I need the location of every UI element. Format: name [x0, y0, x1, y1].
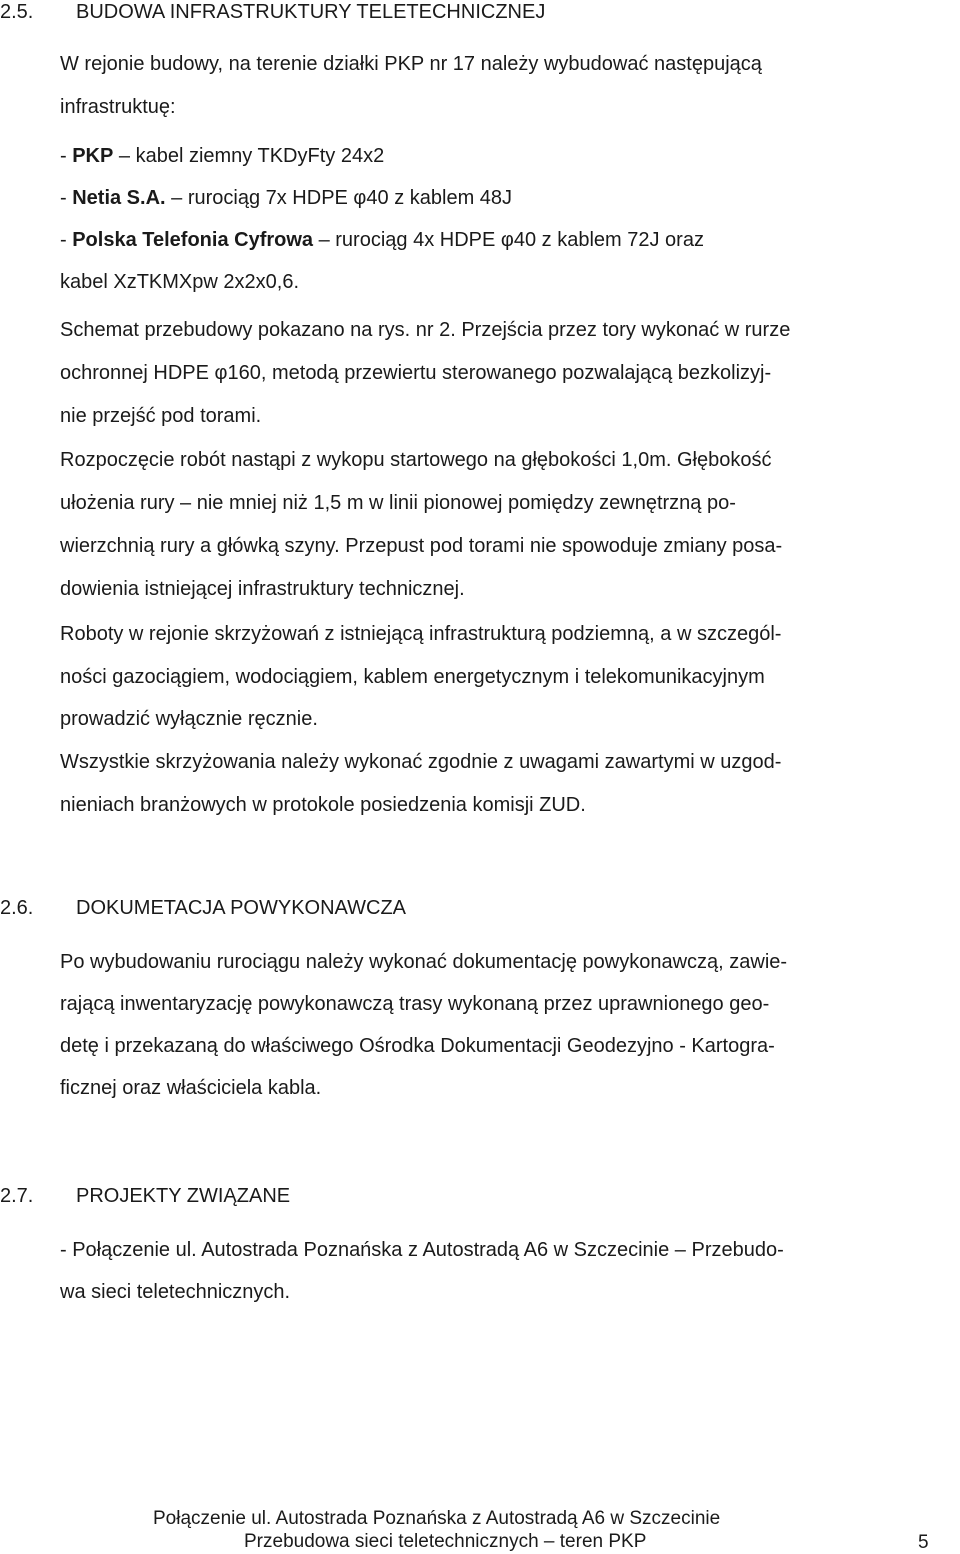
footer-line-2: Przebudowa sieci teletechnicznych – teren PKP [244, 1531, 647, 1552]
paragraph-line: detę i przekazaną do właściwego Ośrodka Dokumentacji Geodezyjno - Kartogra- [60, 1035, 775, 1057]
list-item-owner: Netia S.A. [72, 187, 166, 209]
section-number: 2.6. [0, 897, 34, 919]
paragraph-line: Roboty w rejonie skrzyżowań z istniejącą infrastrukturą podziemną, a w szczegól- [60, 623, 782, 645]
paragraph-line: ności gazociągiem, wodociągiem, kablem energetycznym i telekomunikacyjnym [60, 666, 765, 688]
list-item-owner: Polska Telefonia Cyfrowa [72, 229, 314, 251]
list-item-netia [60, 186, 512, 210]
paragraph-line: rającą inwentaryzację powykonawczą trasy wykonaną przez uprawnionego geo- [60, 993, 770, 1015]
section-title: BUDOWA INFRASTRUKTURY TELETECHNICZNEJ [76, 1, 546, 23]
paragraph-line: Rozpoczęcie robót nastąpi z wykopu startowego na głębokości 1,0m. Głębokość [60, 449, 772, 471]
paragraph-line: ficznej oraz właściciela kabla. [60, 1077, 322, 1099]
list-item-pkp [60, 144, 384, 168]
paragraph-line: wierzchnią rury a główką szyny. Przepust pod torami nie spowoduje zmiany posa- [60, 535, 783, 557]
paragraph-line: wa sieci teletechnicznych. [60, 1281, 291, 1303]
paragraph-line: dowienia istniejącej infrastruktury technicznej. [60, 578, 465, 600]
paragraph-line: Po wybudowaniu rurociągu należy wykonać dokumentację powykonawczą, zawie- [60, 951, 788, 973]
list-bullet: - [60, 145, 73, 167]
list-item-text: – kabel ziemny TKDyFty 24x2 [113, 145, 385, 167]
paragraph-line: prowadzić wyłącznie ręcznie. [60, 708, 318, 730]
paragraph-line: kabel XzTKMXpw 2x2x0,6. [60, 271, 299, 293]
paragraph-line: infrastruktuę: [60, 96, 176, 118]
footer-line-1: Połączenie ul. Autostrada Poznańska z Autostradą A6 w Szczecinie [153, 1508, 721, 1529]
paragraph-line: ułożenia rury – nie mniej niż 1,5 m w linii pionowej pomiędzy zewnętrzną po- [60, 492, 736, 514]
paragraph-line: nieniach branżowych w protokole posiedzenia komisji ZUD. [60, 794, 586, 816]
list-item-text: – rurociąg 4x HDPE φ40 z kablem 72J oraz [313, 229, 704, 251]
paragraph-line: ochronnej HDPE φ160, metodą przewiertu sterowanego pozwalającą bezkolizyj- [60, 362, 772, 384]
section-number: 2.7. [0, 1185, 34, 1207]
paragraph-line: Wszystkie skrzyżowania należy wykonać zgodnie z uwagami zawartymi w uzgod- [60, 751, 782, 773]
list-bullet: - [60, 229, 73, 251]
paragraph-line: - Połączenie ul. Autostrada Poznańska z Autostradą A6 w Szczecinie – Przebudo- [60, 1239, 784, 1261]
list-item-owner: PKP [72, 145, 114, 167]
section-number: 2.5. [0, 1, 34, 23]
list-bullet: - [60, 187, 73, 209]
list-item-ptc [60, 228, 704, 252]
list-item-text: – rurociąg 7x HDPE φ40 z kablem 48J [165, 187, 513, 209]
paragraph-line: Schemat przebudowy pokazano na rys. nr 2. Przejścia przez tory wykonać w rurze [60, 319, 791, 341]
paragraph-line: W rejonie budowy, na terenie działki PKP nr 17 należy wybudować następującą [60, 53, 762, 75]
section-title: DOKUMETACJA POWYKONAWCZA [76, 897, 407, 919]
section-title: PROJEKTY ZWIĄZANE [76, 1185, 291, 1207]
paragraph-line: nie przejść pod torami. [60, 405, 262, 427]
page-number: 5 [918, 1532, 929, 1553]
